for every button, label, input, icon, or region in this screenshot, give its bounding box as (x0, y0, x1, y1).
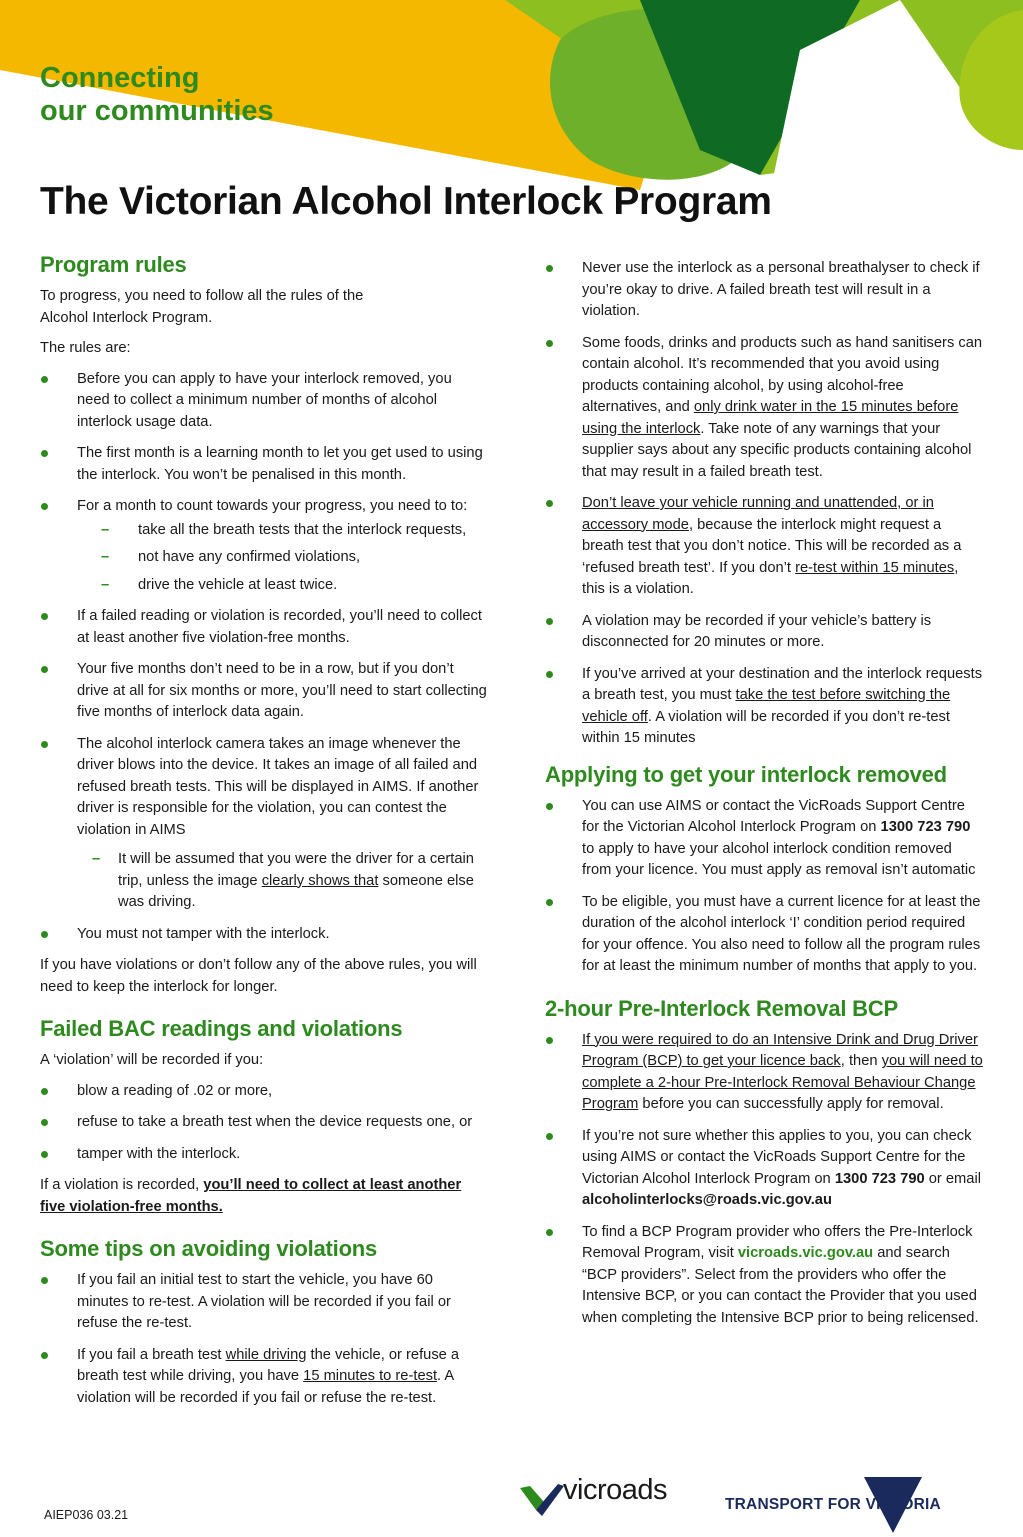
removal-heading: Applying to get your interlock removed (545, 761, 947, 787)
failed-bac-heading: Failed BAC readings and violations (40, 1016, 403, 1041)
list-item: If you fail an initial test to start the vehicle, you have 60 minutes to re-test. A violation will be recorded if you fail or refuse the re-test. (40, 1270, 488, 1335)
list-item: – It will be assumed that you were the driver for a certain trip, unless the image clearly shows that someone else was driving. (40, 849, 488, 914)
bcp-heading: 2-hour Pre-Interlock Removal BCP (545, 995, 899, 1021)
list-item: If you’ve arrived at your destination and the interlock requests a breath test, you must take the test before switching the vehicle off. A violation will be recorded if you don’t re-test within 15 minutes (545, 664, 985, 750)
program-rules-closing: If you have violations or don’t follow any of the above rules, you will need to keep the interlock for longer. (40, 957, 477, 995)
list-item: – not have any confirmed violations, (77, 547, 488, 569)
failed-bac-closing: If a violation is recorded, you’ll need to collect at least another five violation-free months. (40, 1177, 462, 1215)
list-item: Your five months don’t need to be in a row, but if you don’t drive at all for six months or more, you’ll need to start collecting five months of interlock data again. (40, 659, 488, 724)
list-item: Before you can apply to have your interlock removed, you need to collect a minimum number of months of alcohol interlock usage data. (40, 369, 488, 434)
violation-list (40, 1081, 488, 1166)
list-item: If you fail a breath test while driving the vehicle, or refuse a breath test while driving, you have 15 minutes to re-test. A violation will be recorded if you fail or refuse the re-test. (40, 1345, 488, 1410)
program-rules-list (40, 369, 488, 946)
page-title: The Victorian Alcohol Interlock Program (40, 180, 772, 223)
failed-bac-section (40, 1016, 488, 1218)
list-item: If a failed reading or violation is recorded, you’ll need to collect at least another five violation-free months. (40, 606, 488, 649)
list-item: For a month to count towards your progress, you need to to: – take all the breath tests that the interlock requests, – not have any confirmed violations, – drive the vehicle at least twice. (40, 496, 488, 596)
list-item: Some foods, drinks and products such as hand sanitisers can contain alcohol. It’s recommended that you avoid using products containing alcohol, by using alcohol-free alternatives, and only drink water in the 15 minutes before using the interlock. Take note of any warnings that your supplier says about any specific products containing alcohol that may result in a failed breath test. (545, 333, 985, 484)
vicroads-website-link[interactable]: vicroads.vic.gov.au (737, 1245, 874, 1261)
tagline (40, 62, 274, 128)
program-rules-section (40, 252, 488, 998)
list-item: refuse to take a breath test when the device requests one, or (40, 1112, 488, 1134)
tagline-line2: our communities (40, 95, 274, 127)
left-column (40, 252, 488, 1419)
month-conditions-list (77, 520, 488, 597)
list-item: – take all the breath tests that the interlock requests, (77, 520, 488, 542)
list-item: tamper with the interlock. (40, 1144, 488, 1166)
list-item: A violation may be recorded if your vehicle’s battery is disconnected for 20 minutes or more. (545, 611, 985, 654)
list-item: Don’t leave your vehicle running and unattended, or in accessory mode, because the interlock might request a breath test that you don’t notice. This will be recorded as a ‘refused breath test’. If you don’t re-test within 15 minutes, this is a violation. (545, 493, 985, 601)
rules-are-label: The rules are: (40, 340, 131, 356)
camera-sub-list (77, 849, 488, 914)
tips-section (40, 1236, 488, 1409)
list-item: To find a BCP Program provider who offers the Pre-Interlock Removal Program, visit vicroads.vic.gov.au and search “BCP providers”. Select from the providers who offer the Intensive BCP, or you can contact the Provider that you used when completing the Intensive BCP prior to being relicensed. (545, 1222, 985, 1330)
tips-list-right (545, 258, 985, 750)
removal-list (545, 796, 985, 978)
tagline-line1: Connecting (40, 62, 200, 94)
transport-for-victoria-logo-text: TRANSPORT FOR VICTORIA (725, 1496, 941, 1513)
program-rules-intro: To progress, you need to follow all the rules of the Alcohol Interlock Program. (40, 288, 364, 326)
list-item: To be eligible, you must have a current licence for at least the duration of the alcohol interlock ‘I’ condition period required for your offence. You also need to follow all the program rules for at least the minimum number of months that apply to you. (545, 892, 985, 978)
support-phone: 1300 723 790 (834, 1170, 925, 1187)
document-code: AIEP036 03.21 (44, 1508, 129, 1522)
right-column (545, 258, 985, 1339)
bcp-section (545, 996, 985, 1330)
list-item: If you were required to do an Intensive Drink and Drug Driver Program (BCP) to get your licence back, then you will need to complete a 2-hour Pre-Interlock Removal Behaviour Change Program before you can successfully apply for removal. (545, 1030, 985, 1116)
tips-list-left (40, 1270, 488, 1409)
support-phone: 1300 723 790 (880, 819, 971, 835)
removal-section (545, 762, 985, 978)
list-item: The first month is a learning month to let you get used to using the interlock. You won’t be penalised in this month. (40, 443, 488, 486)
list-item: If you’re not sure whether this applies to you, you can check using AIMS or contact the VicRoads Support Centre for the Victorian Alcohol Interlock Program on 1300 723 790 or email alcoholinterlocks@roads.vic.gov.au (545, 1126, 985, 1212)
list-item: You must not tamper with the interlock. (40, 924, 488, 946)
failed-bac-intro: A ‘violation’ will be recorded if you: (40, 1052, 264, 1068)
list-item: You can use AIMS or contact the VicRoads Support Centre for the Victorian Alcohol Interlock Program on 1300 723 790 to apply to have your alcohol interlock condition removed from your licence. You must apply as removal isn’t automatic (545, 796, 985, 882)
vicroads-logo-text: vicroads (563, 1474, 667, 1506)
tips-heading: Some tips on avoiding violations (40, 1236, 378, 1261)
bcp-list (545, 1030, 985, 1330)
list-item: Never use the interlock as a personal breathalyser to check if you’re okay to drive. A failed breath test will result in a violation. (545, 258, 985, 323)
list-item: The alcohol interlock camera takes an image whenever the driver blows into the device. It takes an image of all failed and refused breath tests. This will be displayed in AIMS. If another driver is responsible for the violation, you can contest the violation in AIMS – It will be assumed that you were the driver for a certain trip, unless the image clearly shows that someone else was driving. (40, 734, 488, 914)
list-item: – drive the vehicle at least twice. (77, 575, 488, 597)
list-item: blow a reading of .02 or more, (40, 1081, 488, 1103)
support-email-link[interactable]: alcoholinterlocks@roads.vic.gov.au (582, 1192, 832, 1208)
program-rules-heading: Program rules (40, 252, 187, 277)
